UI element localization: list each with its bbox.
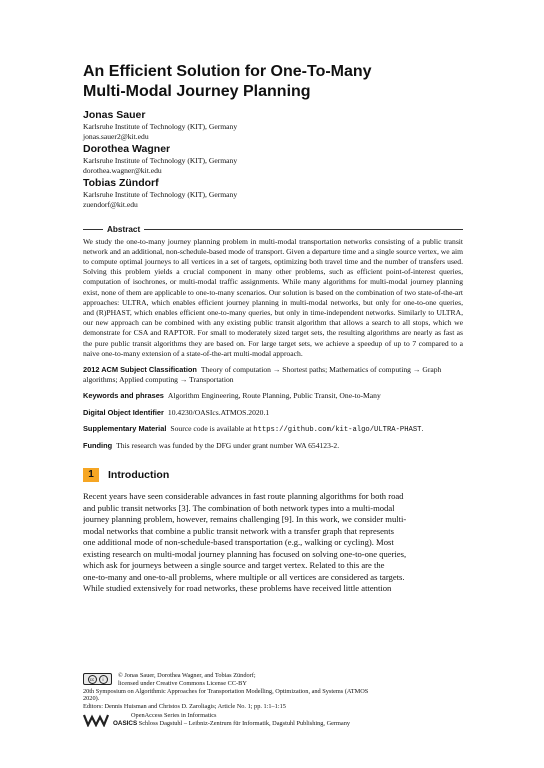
funding-key: Funding [83,441,113,451]
intro-line: While studied extensively for road networks, these problems have received little attention [83,583,392,594]
intro-line: journey planning problem, however, remains challenging [9]. In this work, we consider multi- [83,514,407,525]
page-footer [83,672,463,728]
keywords-key: Keywords and phrases [83,391,164,401]
intro-line: one-to-many and one-to-all problems, where multiple or all vertices are considered as targets. [83,571,405,582]
abstract-rule-left [83,229,103,230]
funding-value: This research was funded by the DFG under grant number WA 654123-2. [116,441,340,451]
license-line: licensed under Creative Commons License CC-BY [118,679,247,687]
cc-by-icon [83,673,112,685]
author-affiliation: Karlsruhe Institute of Technology (KIT), Germany [83,190,238,200]
title-line-1: An Efficient Solution for One-To-Many [83,63,372,80]
title-line-2: Multi-Modal Journey Planning [83,83,311,100]
intro-line: one additional mode of non-schedule-based transportation (e.g., walking or cycling). Most [83,537,394,548]
series-line: OpenAccess Series in Informatics [131,711,217,719]
author-list [83,109,463,210]
funding [83,441,463,451]
intro-line: Recent years have seen considerable advances in fast route planning algorithms for both road [83,491,404,502]
author-affiliation: Karlsruhe Institute of Technology (KIT), Germany [83,156,238,166]
abstract-rule-right [144,229,463,230]
doi [83,408,463,418]
intro-line: which ask for journeys between a single source and target vertex. Related to this are the [83,560,385,571]
author-affiliation: Karlsruhe Institute of Technology (KIT), Germany [83,122,238,131]
doi-value[interactable]: 10.4230/OASIcs.ATMOS.2020.1 [167,407,270,417]
section-number: 1 [83,468,99,482]
doi-key: Digital Object Identifier [83,407,164,417]
abstract-text: We study the one-to-many journey planning problem in multi-modal transportation networks consisting of a public transit network and an additional, non-schedule-based mode of transport. Given a departure time and a single source vertex, we aim to compute optimal journeys to all vertices in a set of targets, optimizing both travel time and the number of transfers used. Solving this problem yields a crucial component in many other problems, such as efficient point-of-interest queries, computation of isochrones, or multi-modal traffic assignments. While many algorithms for multi-modal journey planning exist, none of them are applicable to one-to-many scenarios. Our solution is based on the combination of two state-of-the-art approaches: ULTRA, which enables efficient journey planning in multi-modal networks, but only for one-to-one queries, and (R)PHAST, which enables efficient one-to-many queries, but only in time-independent networks. Similarly to ULTRA, our new approach can be combined with any existing public transit algorithm that allows a search to all stops, which we demonstrate for CSA and RAPTOR. For small to moderately sized target sets, the resulting algorithms are nearly as fast as the pure public transit algorithms they are based on. For large target sets, we achieve a speedup of up to 7 compared to a naive one-to-many extension of a state-of-the-art multi-modal approach. [83,236,463,358]
publisher-name: Schloss Dagstuhl – Leibniz-Zentrum für Informatik, Dagstuhl Publishing, Germany [138,719,350,727]
abstract-label: Abstract [107,225,141,235]
copyright-line: © Jonas Sauer, Dorothea Wagner, and Tobias Zündorf; [118,672,256,679]
author-name: Dorothea Wagner [83,143,171,156]
paper-first-page [83,62,463,595]
author-email[interactable]: zuendorf@kit.edu [83,199,138,209]
author-name: Jonas Sauer [83,109,146,121]
supplementary-link[interactable]: https://github.com/kit-algo/ULTRA-PHAST [253,425,422,434]
supplementary-key: Supplementary Material [83,423,167,433]
event-info [83,688,463,711]
publisher-line [113,720,350,728]
license-text [118,672,256,688]
intro-line: existing research on multi-modal journey planning has focused on solving one-to-one queries, [83,548,407,559]
author-block [83,143,463,175]
acm-classification-key: 2012 ACM Subject Classification [83,365,197,374]
editors-line: Editors: Dennis Huisman and Christos D. Zaroliagis; Article No. 1; pp. 1:1–1:15 [83,703,286,711]
author-name: Tobias Zündorf [83,177,159,190]
keywords-value: Algorithm Engineering, Route Planning, Public Transit, One-to-Many [167,391,381,401]
paper-title [83,62,463,102]
event-line: 20th Symposium on Algorithmic Approaches for Transportation Modelling, Optimization, and Systems (ATMOS [83,687,369,695]
oasics-name: OASICS [113,719,138,727]
oasics-logo-icon [83,713,109,727]
cc-logo-icon: cc [88,675,97,684]
abstract-heading [83,224,463,236]
author-email[interactable]: jonas.sauer2@kit.edu [83,131,149,141]
author-block [83,177,463,209]
introduction-text [83,491,463,595]
intro-line: and public transit networks [3]. The combination of both network types into a multi-modal [83,502,395,513]
section-title: Introduction [108,469,170,482]
publisher-row [83,712,463,728]
author-block [83,109,463,141]
publisher-text [113,712,350,728]
by-logo-icon: i [99,675,108,684]
license-row [83,672,463,688]
supplementary-text: Source code is available at [170,423,252,433]
acm-classification [83,365,463,385]
intro-line: modal networks that combine a public transit network with a transfer graph that represents [83,525,394,536]
acm-classification-value: Theory of computation → Shortest paths; Mathematics of computing → Graph algorithms; Applied computing → Transportation [83,365,442,385]
keywords [83,391,463,401]
author-email[interactable]: dorothea.wagner@kit.edu [83,165,162,175]
supplementary-material: Supplementary Material Source code is available at https://github.com/kit-algo/ULTRA-PHAST. [83,423,424,434]
event-line: 2020). [83,695,100,703]
section-heading [83,468,463,482]
